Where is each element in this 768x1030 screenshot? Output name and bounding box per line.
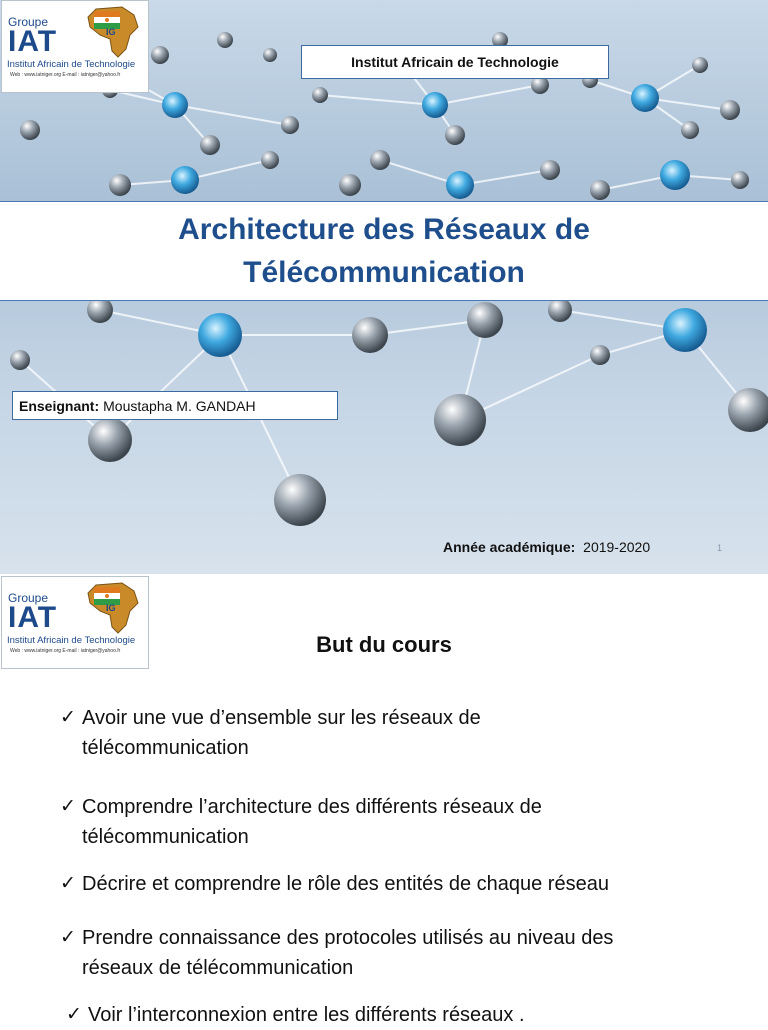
goal-item bbox=[66, 1000, 525, 1030]
teacher-name: Moustapha M. GANDAH bbox=[103, 397, 256, 414]
checkmark-icon: ✓ bbox=[60, 707, 76, 728]
goal-line: télécommunication bbox=[82, 826, 249, 848]
title-line-1: Architecture des Réseaux de bbox=[178, 213, 590, 246]
institute-label: Institut Africain de Technologie bbox=[301, 45, 609, 79]
teacher-label: Enseignant: bbox=[19, 397, 100, 414]
checkmark-icon: ✓ bbox=[60, 796, 76, 817]
checkmark-icon: ✓ bbox=[60, 927, 76, 948]
logo-institute-text: Institut Africain de Technologie bbox=[7, 59, 136, 70]
goal-line: Décrire et comprendre le rôle des entités de chaque réseau bbox=[82, 873, 609, 895]
logo-iat-text: IAT bbox=[8, 601, 58, 634]
svg-text:IG: IG bbox=[106, 27, 116, 37]
logo-groupe-text: Groupe bbox=[8, 591, 49, 605]
goals-heading: But du cours bbox=[316, 632, 452, 657]
title-line-2: Télécommunication bbox=[243, 256, 525, 289]
logo-contact-text: Web : www.iatniger.org E-mail : iatniger@yahoo.fr bbox=[10, 72, 121, 78]
goal-line: Prendre connaissance des protocoles utilisés au niveau des bbox=[82, 927, 614, 949]
year-value: 2019-2020 bbox=[583, 539, 651, 555]
goal-line: Voir l’interconnexion entre les différents réseaux . bbox=[88, 1004, 525, 1026]
logo-contact-text: Web : www.iatniger.org E-mail : iatniger@yahoo.fr bbox=[10, 648, 121, 654]
checkmark-icon: ✓ bbox=[66, 1004, 82, 1025]
slide-title bbox=[0, 208, 768, 294]
title-band bbox=[0, 201, 768, 301]
logo-groupe-text: Groupe bbox=[8, 15, 49, 29]
africa-map-icon bbox=[82, 5, 144, 59]
goals-slide bbox=[0, 574, 768, 1024]
goal-line: télécommunication bbox=[82, 737, 249, 759]
goal-line: Comprendre l’architecture des différents réseaux de bbox=[82, 796, 542, 818]
goal-item bbox=[60, 869, 609, 899]
year-label: Année académique: bbox=[443, 539, 576, 555]
slide-number: 1 bbox=[717, 543, 723, 553]
logo-iat-text: IAT bbox=[8, 25, 58, 58]
goal-item bbox=[60, 923, 613, 983]
svg-text:IG: IG bbox=[106, 603, 116, 613]
checkmark-icon: ✓ bbox=[60, 873, 76, 894]
goal-line: réseaux de télécommunication bbox=[82, 957, 354, 979]
academic-year bbox=[443, 539, 650, 555]
goal-item bbox=[60, 703, 481, 763]
teacher-box bbox=[12, 391, 338, 420]
africa-map-icon bbox=[82, 581, 144, 635]
goal-line: Avoir une vue d’ensemble sur les réseaux de bbox=[82, 707, 481, 729]
goal-item bbox=[60, 792, 542, 852]
logo-institute-text: Institut Africain de Technologie bbox=[7, 635, 136, 646]
iat-logo bbox=[1, 0, 149, 93]
